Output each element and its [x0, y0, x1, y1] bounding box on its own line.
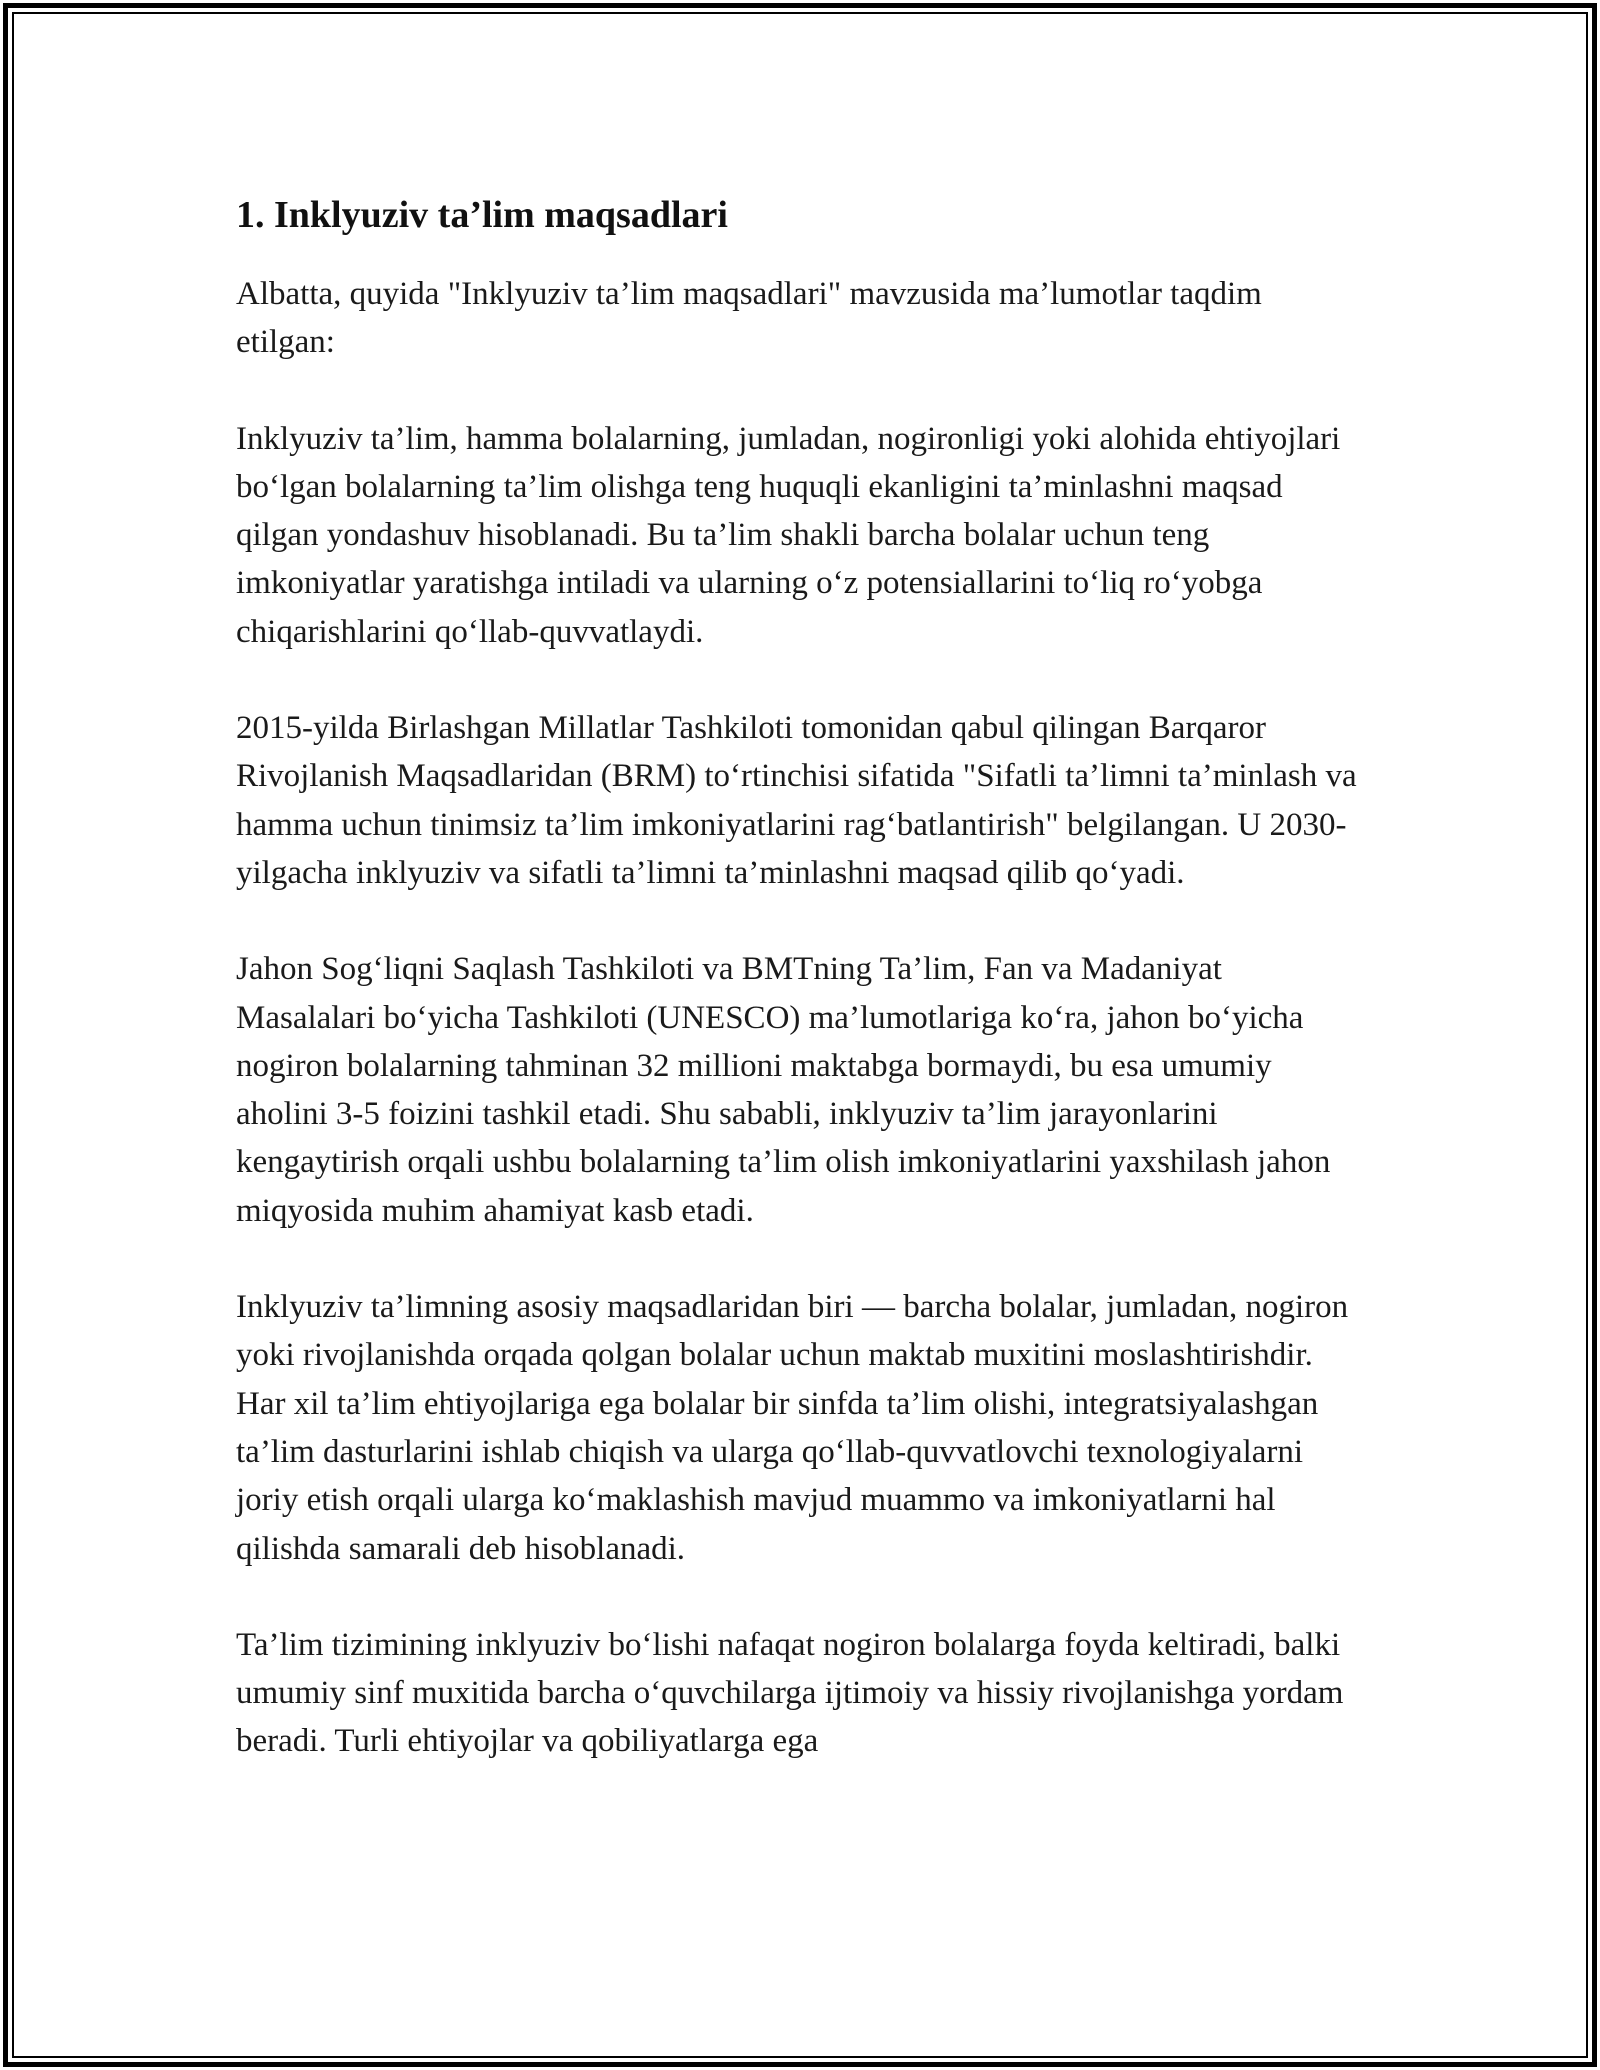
- paragraph-statistics: Jahon Sog‘liqni Saqlash Tashkiloti va BMTning Ta’lim, Fan va Madaniyat Masalalari bo‘yicha Tashkiloti (UNESCO) ma’lumotlariga ko‘ra, jahon bo‘yicha nogiron bolalarning tahminan 32 millioni maktabga bormaydi, bu esa umumiy aholini 3-5 foizini tashkil etadi. Shu sababli, inklyuziv ta’lim jarayonlarini kengaytirish orqali ushbu bolalarning ta’lim olish imkoniyatlarini yaxshilash jahon miqyosida muhim ahamiyat kasb etadi.: [236, 951, 1331, 1229]
- section-heading: 1. Inklyuziv ta’lim maqsadlari: [236, 194, 728, 236]
- paragraph-main-goal: Inklyuziv ta’limning asosiy maqsadlaridan biri — barcha bolalar, jumladan, nogiron yoki rivojlanishda orqada qolgan bolalar uchun maktab muxitini moslashtirishdir. Har xil ta’lim ehtiyojlariga ega bolalar bir sinfda ta’lim olishi, integratsiyalashgan ta’lim dasturlarini ishlab chiqish va ularga qo‘llab-quvvatlovchi texnologiyalarni joriy etish orqali ularga ko‘maklashish mavjud muammo va imkoniyatlarni hal qilishda samarali deb hisoblanadi.: [236, 1289, 1349, 1567]
- paragraph-benefits: Ta’lim tizimining inklyuziv bo‘lishi nafaqat nogiron bolalarga foyda keltiradi, balki umumiy sinf muxitida barcha o‘quvchilarga ijtimoiy va hissiy rivojlanishga yordam beradi. Turli ehtiyojlar va qobiliyatlarga ega: [236, 1626, 1344, 1760]
- paragraph-definition: Inklyuziv ta’lim, hamma bolalarning, jumladan, nogironligi yoki alohida ehtiyojlari bo‘lgan bolalarning ta’lim olishga teng huquqli ekanligini ta’minlashni maqsad qilgan yondashuv hisoblanadi. Bu ta’lim shakli barcha bolalar uchun teng imkoniyatlar yaratishga intiladi va ularning o‘z potensiallarini to‘liq ro‘yobga chiqarishlarini qo‘llab-quvvatlaydi.: [236, 420, 1341, 650]
- paragraph-intro: Albatta, quyida "Inklyuziv ta’lim maqsadlari" mavzusida ma’lumotlar taqdim etilgan:: [236, 276, 1262, 361]
- document-body: [236, 188, 1366, 1814]
- paragraph-sdg: 2015-yilda Birlashgan Millatlar Tashkiloti tomonidan qabul qilingan Barqaror Rivojlanish Maqsadlaridan (BRM) to‘rtinchisi sifatida "Sifatli ta’limni ta’minlash va hamma uchun tinimsiz ta’lim imkoniyatlarini rag‘batlantirish" belgilangan. U 2030-yilgacha inklyuziv va sifatli ta’limni ta’minlashni maqsad qilib qo‘yadi.: [236, 710, 1357, 891]
